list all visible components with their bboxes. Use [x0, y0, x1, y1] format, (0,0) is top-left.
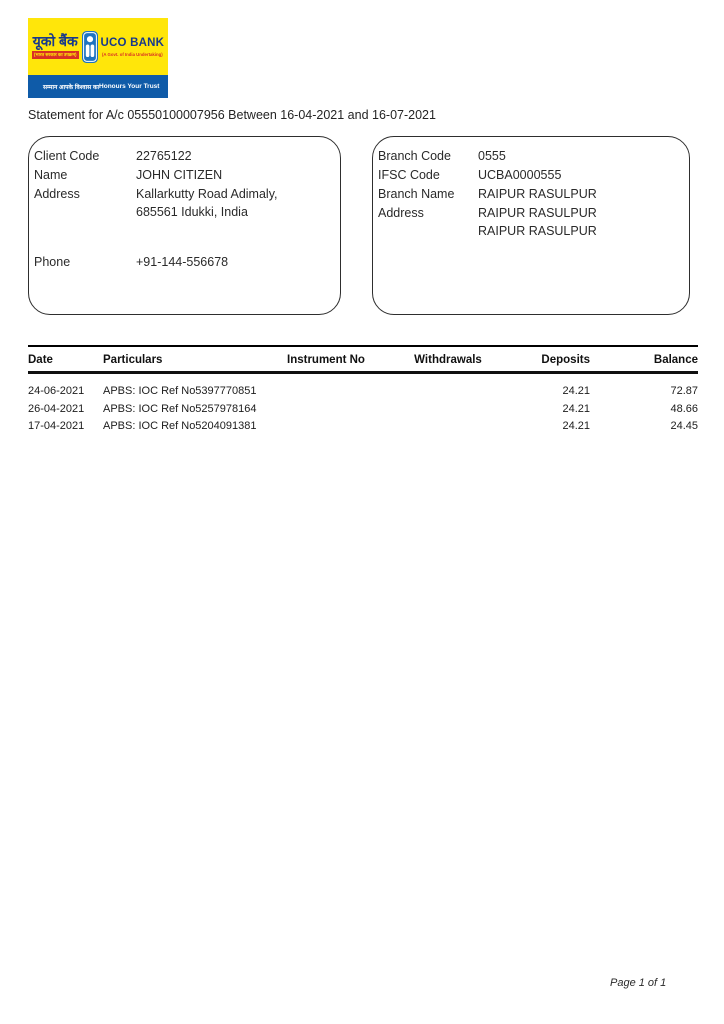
- client-phone-label: Phone: [34, 254, 71, 269]
- table-header-row: [28, 347, 698, 371]
- branch-name-row: [378, 185, 681, 204]
- branch-address-row: [378, 204, 681, 240]
- logo-tagline-bar: [28, 75, 168, 98]
- client-address-label: Address: [34, 187, 80, 201]
- client-address-row: [34, 185, 332, 221]
- branch-code-label: Branch Code: [378, 149, 451, 163]
- cell-balance: 48.66: [670, 402, 698, 415]
- client-phone-row: [34, 253, 332, 272]
- branch-address-value: [478, 204, 597, 240]
- cell-particulars: APBS: IOC Ref No5397770851: [103, 385, 257, 397]
- client-address-line2: 685561 Idukki, India: [136, 205, 248, 219]
- branch-address-label: Address: [378, 206, 424, 220]
- column-header-withdrawals: Withdrawals: [414, 354, 482, 366]
- uco-bank-logo: [28, 18, 168, 98]
- ifsc-code-value: UCBA0000555: [478, 168, 562, 182]
- column-header-balance: Balance: [653, 354, 698, 366]
- client-address-line1: Kallarkutty Road Adimaly,: [136, 187, 278, 201]
- bank-subtitle-hindi: (भारत सरकार का उपक्रम): [33, 52, 77, 57]
- branch-name-label: Branch Name: [378, 187, 455, 201]
- logo-english-block: [101, 37, 165, 57]
- cell-particulars: APBS: IOC Ref No5257978164: [103, 402, 257, 415]
- table-body: [28, 374, 698, 436]
- cell-instrument-no: [287, 401, 399, 419]
- branch-code-row: [378, 147, 681, 166]
- bank-name-hindi: यूको बैंक: [32, 33, 78, 49]
- cell-instrument-no: [287, 383, 399, 401]
- cell-withdrawals: [399, 418, 497, 436]
- bank-subtitle-english: (A Govt. of India Undertaking): [101, 51, 163, 57]
- client-code-value: 22765122: [136, 149, 192, 163]
- client-name-value: JOHN CITIZEN: [136, 168, 223, 182]
- table-row: [28, 401, 698, 419]
- ifsc-code-row: [378, 166, 681, 185]
- column-header-deposits: Deposits: [541, 354, 590, 366]
- ifsc-code-label: IFSC Code: [378, 168, 440, 182]
- table-row: [28, 418, 698, 436]
- cell-deposits: 24.21: [562, 402, 590, 415]
- cell-date: 24-06-2021: [28, 385, 85, 397]
- tagline-hindi: सम्मान आपके विश्वास का: [43, 84, 100, 91]
- cell-deposits: 24.21: [562, 385, 590, 397]
- client-code-row: [34, 147, 332, 166]
- branch-info-box: [372, 136, 690, 315]
- branch-address-line1: RAIPUR RASULPUR: [478, 206, 597, 220]
- cell-balance: 24.45: [670, 420, 698, 432]
- column-header-date: Date: [28, 354, 53, 366]
- bank-name-english: UCO BANK: [100, 36, 165, 49]
- logo-yellow-panel: [28, 18, 168, 75]
- column-header-particulars: Particulars: [103, 354, 163, 366]
- branch-code-value: 0555: [478, 149, 506, 163]
- cell-date: 17-04-2021: [28, 420, 85, 432]
- client-code-label: Client Code: [34, 149, 100, 163]
- client-phone-value: +91-144-556678: [136, 254, 229, 269]
- logo-hindi-block: [32, 34, 79, 59]
- client-address-value: [136, 185, 278, 221]
- cell-deposits: 24.21: [562, 420, 590, 432]
- cell-withdrawals: [399, 383, 497, 401]
- branch-name-value: RAIPUR RASULPUR: [478, 187, 597, 201]
- cell-particulars: APBS: IOC Ref No5204091381: [103, 420, 257, 432]
- column-header-instrument-no: Instrument No: [287, 354, 365, 366]
- table-row: [28, 383, 698, 401]
- client-name-label: Name: [34, 168, 68, 182]
- page-number: Page 1 of 1: [610, 977, 667, 989]
- client-name-row: [34, 166, 332, 185]
- client-info-box: [28, 136, 341, 315]
- statement-title: Statement for A/c 05550100007956 Between 16-04-2021 and 16-07-2021: [28, 108, 436, 122]
- tagline-english: Honours Your Trust: [99, 83, 160, 90]
- cell-instrument-no: [287, 418, 399, 436]
- transactions-table: [28, 345, 698, 436]
- branch-address-line2: RAIPUR RASULPUR: [478, 224, 597, 238]
- uco-bank-emblem-icon: [82, 31, 98, 63]
- cell-withdrawals: [399, 401, 497, 419]
- cell-date: 26-04-2021: [28, 402, 85, 415]
- cell-balance: 72.87: [670, 385, 698, 397]
